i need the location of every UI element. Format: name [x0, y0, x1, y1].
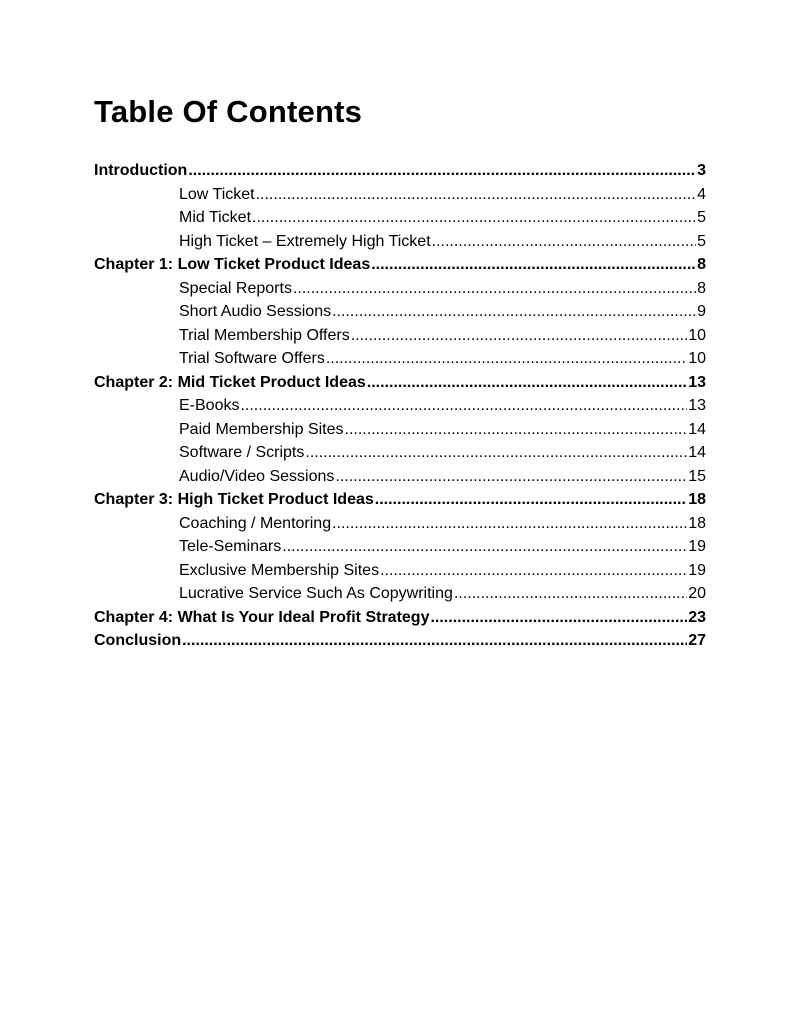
toc-list	[94, 159, 706, 653]
toc-entry[interactable]	[94, 324, 706, 348]
dot-leader	[351, 324, 687, 348]
toc-entry-label: Exclusive Membership Sites	[179, 561, 380, 579]
toc-entry-label: Special Reports	[179, 279, 292, 297]
toc-entry-label: Chapter 3: High Ticket Product Ideas	[94, 491, 374, 508]
toc-entry-page: 23	[688, 608, 706, 626]
toc-entry-page: 10	[688, 326, 706, 344]
toc-entry[interactable]	[94, 253, 706, 277]
toc-entry[interactable]	[94, 465, 706, 489]
toc-entry-page: 8	[697, 256, 706, 273]
toc-entry-label: Mid Ticket	[179, 209, 252, 226]
toc-entry-label: Audio/Video Sessions	[179, 467, 335, 485]
toc-entry-page: 18	[688, 491, 706, 508]
toc-entry-label: Coaching / Mentoring	[179, 514, 332, 532]
dot-leader	[256, 183, 697, 207]
toc-entry[interactable]	[94, 300, 706, 324]
dot-leader	[293, 277, 696, 301]
dot-leader	[380, 559, 687, 583]
toc-entry-label: Short Audio Sessions	[179, 303, 332, 320]
dot-leader	[371, 253, 696, 277]
toc-entry[interactable]	[94, 183, 706, 207]
toc-entry-label: E-Books	[179, 397, 240, 414]
toc-entry-page: 19	[688, 538, 706, 555]
toc-entry-label: Tele-Seminars	[179, 538, 282, 555]
dot-leader	[345, 418, 688, 442]
toc-entry[interactable]	[94, 559, 706, 583]
toc-entry-page: 10	[688, 350, 706, 367]
toc-entry-page: 9	[697, 303, 706, 320]
dot-leader	[454, 582, 687, 606]
toc-entry-label: Trial Software Offers	[179, 350, 325, 367]
toc-entry-label: Conclusion	[94, 632, 182, 649]
toc-entry[interactable]	[94, 488, 706, 512]
toc-entry-page: 13	[688, 373, 706, 391]
toc-entry-page: 5	[697, 209, 706, 226]
toc-entry-label: Chapter 2: Mid Ticket Product Ideas	[94, 373, 366, 391]
toc-entry-page: 27	[688, 632, 706, 649]
toc-entry-label: Introduction	[94, 162, 188, 179]
toc-entry-page: 15	[688, 467, 706, 485]
dot-leader	[332, 512, 687, 536]
toc-entry[interactable]	[94, 277, 706, 301]
toc-entry-label: Lucrative Service Such As Copywriting	[179, 585, 453, 602]
dot-leader	[188, 159, 696, 183]
toc-entry-page: 14	[688, 444, 706, 461]
toc-entry-page: 14	[688, 420, 706, 438]
dot-leader	[367, 371, 687, 395]
dot-leader	[282, 535, 687, 559]
dot-leader	[252, 206, 696, 230]
toc-entry[interactable]	[94, 441, 706, 465]
toc-entry-label: Low Ticket	[179, 185, 255, 203]
dot-leader	[182, 629, 687, 653]
toc-entry-page: 19	[688, 561, 706, 579]
toc-entry-label: Paid Membership Sites	[179, 420, 344, 438]
dot-leader	[332, 300, 696, 324]
toc-entry-page: 20	[688, 585, 706, 602]
toc-entry[interactable]	[94, 629, 706, 653]
dot-leader	[305, 441, 687, 465]
toc-entry-label: Trial Membership Offers	[179, 326, 350, 344]
toc-entry[interactable]	[94, 394, 706, 418]
toc-entry[interactable]	[94, 535, 706, 559]
dot-leader	[432, 230, 696, 254]
toc-entry-page: 4	[697, 185, 706, 203]
dot-leader	[430, 606, 687, 630]
toc-entry-label: Chapter 4: What Is Your Ideal Profit Strategy	[94, 608, 430, 626]
toc-entry[interactable]	[94, 418, 706, 442]
dot-leader	[375, 488, 687, 512]
toc-entry[interactable]	[94, 230, 706, 254]
toc-entry-page: 5	[697, 232, 706, 250]
toc-entry[interactable]	[94, 512, 706, 536]
dot-leader	[240, 394, 687, 418]
dot-leader	[335, 465, 687, 489]
toc-entry[interactable]	[94, 206, 706, 230]
toc-entry-page: 13	[688, 397, 706, 414]
toc-entry-page: 3	[697, 162, 706, 179]
dot-leader	[326, 347, 687, 371]
toc-entry[interactable]	[94, 606, 706, 630]
toc-entry-label: High Ticket – Extremely High Ticket	[179, 232, 431, 250]
toc-entry[interactable]	[94, 159, 706, 183]
toc-entry-label: Chapter 1: Low Ticket Product Ideas	[94, 256, 371, 273]
page-title: Table Of Contents	[94, 94, 363, 129]
toc-entry[interactable]	[94, 582, 706, 606]
toc-entry-label: Software / Scripts	[179, 444, 305, 461]
toc-entry-page: 18	[688, 514, 706, 532]
toc-entry[interactable]	[94, 347, 706, 371]
toc-entry-page: 8	[697, 279, 706, 297]
toc-entry[interactable]	[94, 371, 706, 395]
